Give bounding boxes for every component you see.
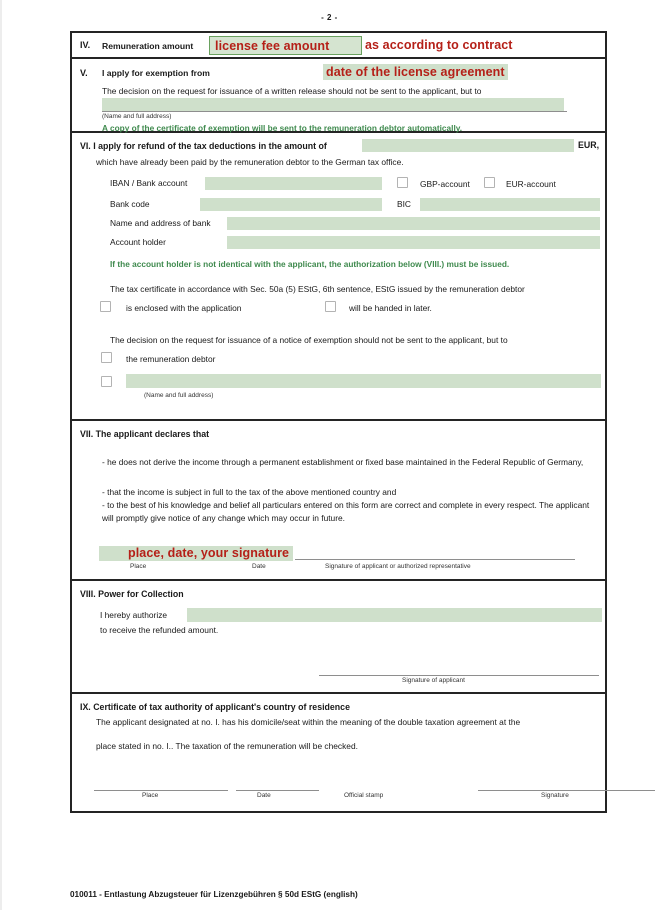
section-iv-numeral: IV. <box>80 40 91 50</box>
caption-signature: Signature of applicant or authorized representative <box>325 563 471 570</box>
bank-code-label: Bank code <box>110 199 150 209</box>
caption-official-stamp: Official stamp <box>344 792 384 799</box>
remuneration-amount-note: as according to contract <box>365 38 513 52</box>
section-v-instruction: The decision on the request for issuance of a written release should not be sent to the applicant, but to <box>102 86 482 96</box>
remuneration-debtor-label: the remuneration debtor <box>126 354 216 364</box>
applicant-signature-line <box>319 675 599 676</box>
declaration-bullet-3-text: to the best of his knowledge and belief all particulars entered on this form are correct and complete in every respect. The applicant will promptly give notice of any change which may occur in future. <box>102 500 590 523</box>
section-v-exemption <box>72 59 605 133</box>
caption-place: Place <box>142 792 159 799</box>
section-vii-title: VII. The applicant declares that <box>80 429 210 439</box>
section-vi-decision-text: The decision on the request for issuance of a notice of exemption should not be sent to the applicant, but to <box>110 335 508 345</box>
account-holder-label: Account holder <box>110 237 166 247</box>
bullet-marker: - <box>102 457 105 467</box>
declaration-bullet-1-text: he does not derive the income through a permanent establishment or fixed base maintained in the Federal Republic of Germany, <box>107 457 584 467</box>
section-v-numeral: V. <box>80 68 88 78</box>
bullet-marker: - <box>102 500 105 510</box>
section-ix-text-2: place stated in no. I.. The taxation of the remuneration will be checked. <box>96 741 358 751</box>
form-frame <box>70 31 607 813</box>
other-address-checkbox[interactable] <box>101 376 112 387</box>
section-ix-title: IX. Certificate of tax authority of applicant's country of residence <box>80 702 350 712</box>
section-v-address-caption: (Name and full address) <box>102 113 172 120</box>
refund-currency-label: EUR, <box>578 140 600 150</box>
section-v-title: I apply for exemption from <box>102 68 210 78</box>
eur-account-checkbox[interactable] <box>484 177 495 188</box>
certificate-later-checkbox[interactable] <box>325 301 336 312</box>
eur-account-label: EUR-account <box>506 179 556 189</box>
refund-amount-field[interactable] <box>362 139 574 152</box>
section-iv-remuneration-amount <box>72 33 605 59</box>
gbp-account-label: GBP-account <box>420 179 470 189</box>
place-line <box>94 790 228 791</box>
tax-certificate-text: The tax certificate in accordance with Sec. 50a (5) EStG, 6th sentence, EStG issued by the remuneration debtor <box>110 284 525 294</box>
license-agreement-date-annotation: date of the license agreement <box>323 64 508 80</box>
section-ix-text-1: The applicant designated at no. I. has his domicile/seat within the meaning of the double taxation agreement at the <box>96 717 521 727</box>
caption-date: Date <box>257 792 271 799</box>
bic-label: BIC <box>397 199 411 209</box>
caption-place: Place <box>130 563 147 570</box>
section-vi-note: If the account holder is not identical with the applicant, the authorization below (VIII.) must be issued. <box>110 259 510 269</box>
iban-label: IBAN / Bank account <box>110 178 188 188</box>
authorize-input[interactable] <box>187 608 602 622</box>
section-vi-subtitle: which have already been paid by the remuneration debtor to the German tax office. <box>96 157 404 167</box>
section-v-address-field[interactable] <box>102 98 564 111</box>
section-v-address-underline <box>102 111 567 112</box>
caption-applicant-signature: Signature of applicant <box>402 677 465 684</box>
gbp-account-checkbox[interactable] <box>397 177 408 188</box>
authorize-label: I hereby authorize <box>100 610 168 620</box>
caption-date: Date <box>252 563 266 570</box>
remuneration-amount-field[interactable] <box>209 36 362 55</box>
section-v-note: A copy of the certificate of exemption will be sent to the remuneration debtor automatically. <box>102 123 463 133</box>
section-ix-certificate <box>72 694 605 811</box>
form-footer-code: 010011 - Entlastung Abzugsteuer für Lizenzgebühren § 50d EStG (english) <box>70 890 358 899</box>
section-vii-declaration <box>72 421 605 581</box>
signature-line <box>295 559 575 560</box>
bank-name-input[interactable] <box>227 217 600 230</box>
section-vi-refund <box>72 133 605 421</box>
bic-input[interactable] <box>420 198 600 211</box>
remuneration-debtor-checkbox[interactable] <box>101 352 112 363</box>
declaration-bullet-1 <box>102 456 592 469</box>
receive-refund-text: to receive the refunded amount. <box>100 625 219 635</box>
bullet-marker: - <box>102 487 105 497</box>
caption-signature: Signature <box>541 792 569 799</box>
remuneration-amount-value: license fee amount <box>215 39 330 53</box>
certificate-later-label: will be handed in later. <box>349 303 432 313</box>
bank-name-label: Name and address of bank <box>110 218 211 228</box>
page-number: - 2 - <box>321 13 338 22</box>
other-address-input[interactable] <box>126 374 601 388</box>
certificate-enclosed-label: is enclosed with the application <box>126 303 242 313</box>
declaration-bullet-2 <box>102 486 592 499</box>
declaration-bullet-2-text: that the income is subject in full to the tax of the above mentioned country and <box>107 487 397 497</box>
section-viii-title: VIII. Power for Collection <box>80 589 184 599</box>
certificate-enclosed-checkbox[interactable] <box>100 301 111 312</box>
declaration-bullet-3 <box>102 499 602 525</box>
date-line <box>236 790 319 791</box>
other-address-caption: (Name and full address) <box>144 392 214 399</box>
account-holder-input[interactable] <box>227 236 600 249</box>
section-viii-power-collection <box>72 581 605 694</box>
authority-signature-line <box>478 790 655 791</box>
section-vi-title: VI. I apply for refund of the tax deductions in the amount of <box>80 141 327 151</box>
bank-code-input[interactable] <box>200 198 382 211</box>
iban-input[interactable] <box>205 177 382 190</box>
section-iv-title: Remuneration amount <box>102 41 194 51</box>
signature-annotation: place, date, your signature <box>128 546 290 560</box>
